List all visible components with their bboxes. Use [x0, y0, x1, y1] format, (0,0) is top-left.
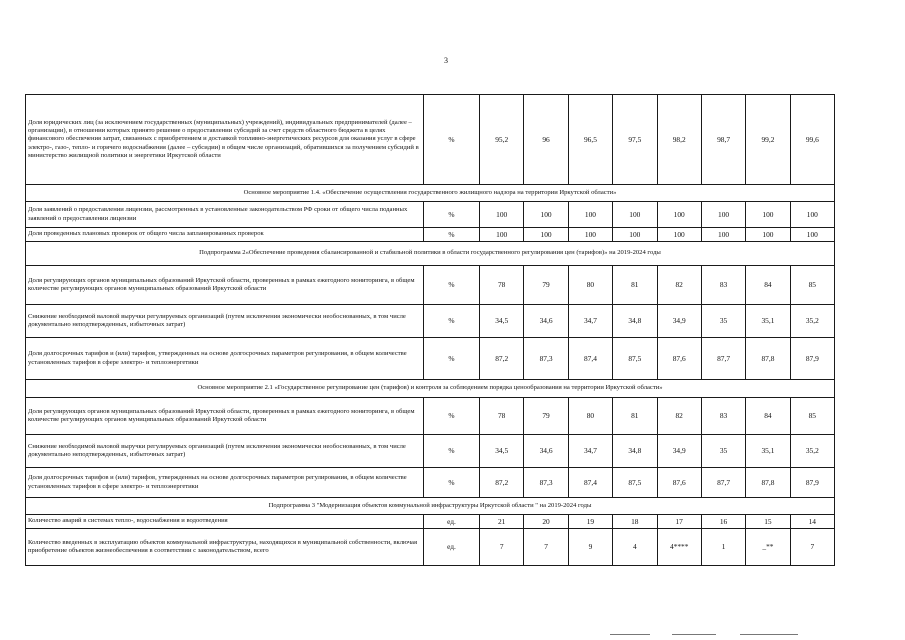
- indicator-value: 98,7: [701, 95, 745, 185]
- indicator-unit: %: [424, 305, 480, 338]
- section-header-text: Подпрограмма 3 "Модернизация объектов коммунальной инфраструктуры Иркутской области " на 2019-2024 годы: [26, 498, 835, 515]
- indicator-value: 100: [568, 202, 612, 228]
- indicator-row: [26, 435, 835, 468]
- indicator-name: Доля регулирующих органов муниципальных образований Иркутской области, проверенных в рамках ежегодного мониторинга, в общем количестве регулирующих органов муниципальных образований Иркутской области: [26, 266, 424, 305]
- indicator-value: 17: [657, 515, 701, 529]
- indicator-value: 100: [568, 228, 612, 242]
- indicator-value: 97,5: [613, 95, 657, 185]
- indicator-unit: %: [424, 398, 480, 435]
- indicator-value: 35,2: [790, 305, 834, 338]
- indicator-value: 100: [524, 228, 568, 242]
- indicator-unit: ед.: [424, 515, 480, 529]
- indicator-value: 98,2: [657, 95, 701, 185]
- indicator-unit: ед.: [424, 529, 480, 566]
- indicator-value: 87,9: [790, 468, 834, 498]
- indicator-value: 4: [613, 529, 657, 566]
- indicator-value: 18: [613, 515, 657, 529]
- indicator-value: 7: [524, 529, 568, 566]
- indicator-value: 87,2: [480, 338, 524, 380]
- indicator-row: [26, 228, 835, 242]
- indicator-value: 35,1: [746, 435, 790, 468]
- indicator-value: 99,6: [790, 95, 834, 185]
- section-header-row: [26, 380, 835, 398]
- indicator-name: Доля долгосрочных тарифов и (или) тарифов, утвержденных на основе долгосрочных параметров регулирования, в общем количестве установленных тарифов в сфере электро- и теплоэнергетики: [26, 468, 424, 498]
- indicator-value: 35,2: [790, 435, 834, 468]
- indicator-unit: %: [424, 266, 480, 305]
- indicator-value: 87,7: [701, 338, 745, 380]
- indicator-value: 100: [613, 228, 657, 242]
- indicator-name: Снижение необходимой валовой выручки регулируемых организаций (путем исключения экономически необоснованных, в том числе документально неподтвержденных, избыточных затрат): [26, 305, 424, 338]
- indicator-row: [26, 515, 835, 529]
- indicator-value: 34,9: [657, 305, 701, 338]
- indicator-value: _**: [746, 529, 790, 566]
- section-header-text: Основное мероприятие 1.4. «Обеспечение осуществления государственного жилищного надзора на территории Иркутской области»: [26, 185, 835, 202]
- indicator-value: 34,5: [480, 305, 524, 338]
- section-header-text: Основное мероприятие 2.1 «Государственное регулирование цен (тарифов) и контроля за соблюдением порядка ценообразования на территории Иркутской области»: [26, 380, 835, 398]
- indicator-value: 87,3: [524, 338, 568, 380]
- indicator-value: 87,7: [701, 468, 745, 498]
- section-header-row: [26, 242, 835, 266]
- indicator-value: 99,2: [746, 95, 790, 185]
- section-header-text: Подпрограмма 2«Обеспечение проведения сбалансированной и стабильной политики в области государственного регулирования цен (тарифов)» на 2019-2024 годы: [26, 242, 835, 266]
- indicator-value: 34,6: [524, 435, 568, 468]
- indicator-value: 14: [790, 515, 834, 529]
- indicator-value: 100: [746, 202, 790, 228]
- indicator-value: 34,8: [613, 305, 657, 338]
- indicator-value: 35: [701, 435, 745, 468]
- indicator-name: Количество введенных в эксплуатацию объектов коммунальной инфраструктуры, находящихся в муниципальной собственности, включая приобретение объектов жизнеобеспечения в соответствии с законодательством, всего: [26, 529, 424, 566]
- indicator-value: 100: [613, 202, 657, 228]
- indicator-value: 87,4: [568, 338, 612, 380]
- indicator-value: 100: [790, 202, 834, 228]
- indicator-value: 21: [480, 515, 524, 529]
- indicator-value: 79: [524, 398, 568, 435]
- indicator-value: 100: [746, 228, 790, 242]
- indicator-row: [26, 398, 835, 435]
- indicator-value: 96,5: [568, 95, 612, 185]
- indicator-value: 34,7: [568, 435, 612, 468]
- indicator-value: 4****: [657, 529, 701, 566]
- indicator-value: 7: [480, 529, 524, 566]
- indicator-value: 35: [701, 305, 745, 338]
- indicator-value: 80: [568, 398, 612, 435]
- indicator-unit: %: [424, 95, 480, 185]
- indicator-value: 7: [790, 529, 834, 566]
- indicator-row: [26, 529, 835, 566]
- indicator-value: 84: [746, 266, 790, 305]
- section-header-row: [26, 498, 835, 515]
- indicator-value: 87,3: [524, 468, 568, 498]
- indicator-value: 19: [568, 515, 612, 529]
- indicator-value: 100: [657, 228, 701, 242]
- indicator-value: 87,8: [746, 468, 790, 498]
- indicator-name: Снижение необходимой валовой выручки регулируемых организаций (путем исключения экономически необоснованных, в том числе документально неподтвержденных, избыточных затрат): [26, 435, 424, 468]
- indicator-value: 78: [480, 266, 524, 305]
- indicator-value: 87,5: [613, 338, 657, 380]
- indicator-value: 34,5: [480, 435, 524, 468]
- indicator-name: Доля долгосрочных тарифов и (или) тарифов, утвержденных на основе долгосрочных параметров регулирования, в общем количестве установленных тарифов в сфере электро- и теплоэнергетики: [26, 338, 424, 380]
- indicator-value: 79: [524, 266, 568, 305]
- indicator-row: [26, 468, 835, 498]
- indicator-value: 34,9: [657, 435, 701, 468]
- scan-artifact-lines: [610, 634, 800, 636]
- indicator-value: 100: [790, 228, 834, 242]
- indicator-unit: %: [424, 435, 480, 468]
- indicator-row: [26, 305, 835, 338]
- indicator-value: 9: [568, 529, 612, 566]
- indicator-value: 34,8: [613, 435, 657, 468]
- indicator-value: 100: [657, 202, 701, 228]
- indicator-value: 1: [701, 529, 745, 566]
- indicator-name: Доля юридических лиц (за исключением государственных (муниципальных) учреждений), индивидуальных предпринимателей (далее – организации), в отношении которых принято решение о предоставлении субсидий за счет средств областного бюджета в целях финансового обеспечения затрат, связанных с приобретением и доставкой топливно-энергетических ресурсов для оказания услуг в сфере электро-, газо-, тепло- и горячего водоснабжения (далее – субсидии) в общем числе организаций, обратившихся за получением субсидий в министерство жилищной политики и энергетики Иркутской области: [26, 95, 424, 185]
- indicators-table: [25, 94, 835, 566]
- indicator-value: 87,6: [657, 468, 701, 498]
- indicator-value: 81: [613, 398, 657, 435]
- indicator-value: 78: [480, 398, 524, 435]
- indicator-value: 85: [790, 266, 834, 305]
- indicator-value: 83: [701, 398, 745, 435]
- indicator-unit: %: [424, 228, 480, 242]
- indicator-name: Доля проведенных плановых проверок от общего числа запланированных проверок: [26, 228, 424, 242]
- indicator-value: 100: [701, 202, 745, 228]
- indicator-value: 87,9: [790, 338, 834, 380]
- indicator-unit: %: [424, 202, 480, 228]
- indicator-name: Доля регулирующих органов муниципальных образований Иркутской области, проверенных в рамках ежегодного мониторинга, в общем количестве регулирующих органов муниципальных образований Иркутской области: [26, 398, 424, 435]
- indicator-value: 87,2: [480, 468, 524, 498]
- indicator-value: 82: [657, 266, 701, 305]
- indicator-value: 34,7: [568, 305, 612, 338]
- page-number: 3: [444, 56, 448, 65]
- indicator-value: 34,6: [524, 305, 568, 338]
- indicator-value: 100: [480, 228, 524, 242]
- indicator-value: 80: [568, 266, 612, 305]
- indicator-value: 87,6: [657, 338, 701, 380]
- section-header-row: [26, 185, 835, 202]
- indicator-value: 87,4: [568, 468, 612, 498]
- indicator-value: 87,5: [613, 468, 657, 498]
- indicator-value: 100: [701, 228, 745, 242]
- indicator-row: [26, 338, 835, 380]
- indicator-value: 95,2: [480, 95, 524, 185]
- indicator-name: Доля заявлений о предоставлении лицензии, рассмотренных в установленные законодательством РФ сроки от общего числа поданных заявлений о предоставлении лицензии: [26, 202, 424, 228]
- indicator-row: [26, 266, 835, 305]
- indicator-value: 83: [701, 266, 745, 305]
- indicator-value: 81: [613, 266, 657, 305]
- indicator-value: 35,1: [746, 305, 790, 338]
- indicator-name: Количество аварий в системах тепло-, водоснабжения и водоотведения: [26, 515, 424, 529]
- indicator-value: 84: [746, 398, 790, 435]
- indicator-value: 100: [524, 202, 568, 228]
- indicator-value: 87,8: [746, 338, 790, 380]
- indicator-unit: %: [424, 468, 480, 498]
- indicator-value: 15: [746, 515, 790, 529]
- indicator-value: 82: [657, 398, 701, 435]
- indicator-value: 20: [524, 515, 568, 529]
- indicator-unit: %: [424, 338, 480, 380]
- indicator-value: 100: [480, 202, 524, 228]
- indicator-value: 16: [701, 515, 745, 529]
- indicator-row: [26, 95, 835, 185]
- indicator-value: 85: [790, 398, 834, 435]
- indicator-row: [26, 202, 835, 228]
- indicator-value: 96: [524, 95, 568, 185]
